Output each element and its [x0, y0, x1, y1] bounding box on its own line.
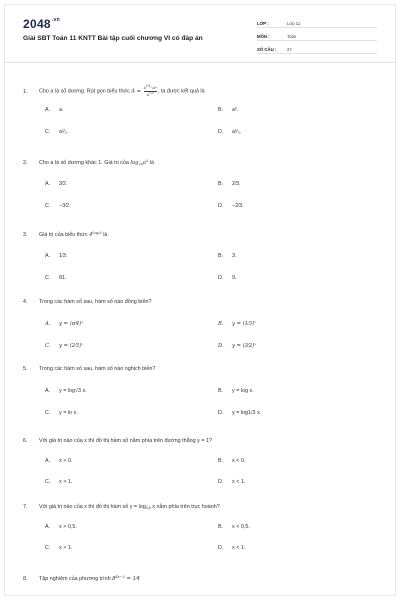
option-b[interactable]: B. 2⁄3. — [218, 181, 241, 187]
option-a[interactable]: A. x > 0,5. — [45, 524, 77, 530]
meta-row-subject — [257, 30, 377, 41]
option-b[interactable]: B. x < 0. — [218, 458, 246, 464]
option-c[interactable]: C. 81. — [45, 275, 67, 281]
option-d[interactable]: D. −2⁄3. — [218, 203, 244, 209]
question-2 — [23, 159, 383, 209]
meta-row-count — [257, 43, 377, 54]
question-7 — [23, 504, 383, 551]
question-3 — [23, 231, 383, 281]
option-c[interactable]: C. a¹⁄₂. — [45, 129, 69, 135]
question-4 — [23, 299, 383, 349]
question-stem: 5. Trong các hàm số sau, hàm số nào nghịch biến? — [23, 366, 156, 372]
meta-info — [257, 17, 377, 56]
meta-value: Lớp 11 — [287, 21, 301, 26]
meta-label: LỚP : — [257, 21, 269, 26]
question-5 — [23, 366, 383, 416]
question-stem: 8. Tập nghiệm của phương trình $8^{4x-2}$ = 1⁄4 — [23, 575, 140, 582]
meta-label: MÔN : — [257, 34, 270, 39]
question-6 — [23, 438, 383, 485]
site-logo[interactable]: $2048^{.vn}$ — [23, 17, 61, 31]
option-d[interactable]: D. x < 1. — [218, 545, 246, 551]
option-a[interactable]: A. 3⁄2. — [45, 181, 68, 187]
meta-value: Toán — [287, 34, 297, 39]
meta-label: SỐ CÂU : — [257, 47, 277, 52]
question-1 — [23, 84, 383, 135]
option-c[interactable]: C. x > 1. — [45, 545, 73, 551]
question-stem: 2. Cho a là số dương khác 1. Giá trị của $\log_{√a}a^3$ là — [23, 159, 154, 166]
option-d[interactable]: D. y = (3⁄2)ˣ — [218, 343, 256, 349]
document-page — [4, 4, 396, 596]
page-title: Giải SBT Toán 11 KNTT Bài tập cuối chương VI có đáp án — [23, 35, 203, 42]
option-a[interactable]: A. a. — [45, 107, 64, 113]
option-d[interactable]: D. y = log1/3 x. — [218, 410, 262, 416]
question-8 — [23, 575, 383, 582]
question-stem: 3. Giá trị của biểu thức $4^{log_23}$ là — [23, 231, 108, 238]
option-b[interactable]: B. x < 0,5. — [218, 524, 250, 530]
meta-row-class — [257, 17, 377, 28]
option-c[interactable]: C. −3⁄2. — [45, 203, 71, 209]
meta-value: 27 — [287, 47, 292, 52]
option-a[interactable]: A. y = (π⁄4)ˣ — [45, 321, 84, 327]
option-b[interactable]: B. a². — [218, 107, 239, 113]
question-stem: 6. Với giá trị nào của x thì đồ thị hàm số nằm phía trên đường thẳng y = 1? — [23, 438, 212, 444]
question-stem: 4. Trong các hàm số sau, hàm số nào đồng biến? — [23, 299, 152, 305]
option-b[interactable]: B. y = (1⁄3)ˣ — [218, 321, 256, 327]
option-a[interactable]: A. y = log√3 x. — [45, 388, 87, 394]
question-stem: 7. Với giá trị nào của x thì đồ thị hàm số $y = \log_{0,5} x$ nằm phía trên trục hoành? — [23, 504, 220, 510]
option-a[interactable]: A. 1⁄3. — [45, 253, 68, 259]
option-d[interactable]: D. a¹⁄₃. — [218, 129, 242, 135]
option-c[interactable]: C. y = (2⁄3)ˣ — [45, 343, 83, 349]
document-header — [5, 5, 395, 63]
option-a[interactable]: A. x > 0. — [45, 458, 73, 464]
option-b[interactable]: B. 3. — [218, 253, 237, 259]
option-b[interactable]: B. y = log x. — [218, 388, 254, 394]
question-stem: 1. Cho a là số dương. Rút gọn biểu thức $A = \frac{\text{a√3·√a²}}{a√3}$, ta được kết quả là — [23, 84, 205, 97]
option-c[interactable]: C. x > 1. — [45, 479, 73, 485]
option-c[interactable]: C. y = ln x. — [45, 410, 78, 416]
option-d[interactable]: D. 9. — [218, 275, 237, 281]
option-d[interactable]: D. x < 1. — [218, 479, 246, 485]
